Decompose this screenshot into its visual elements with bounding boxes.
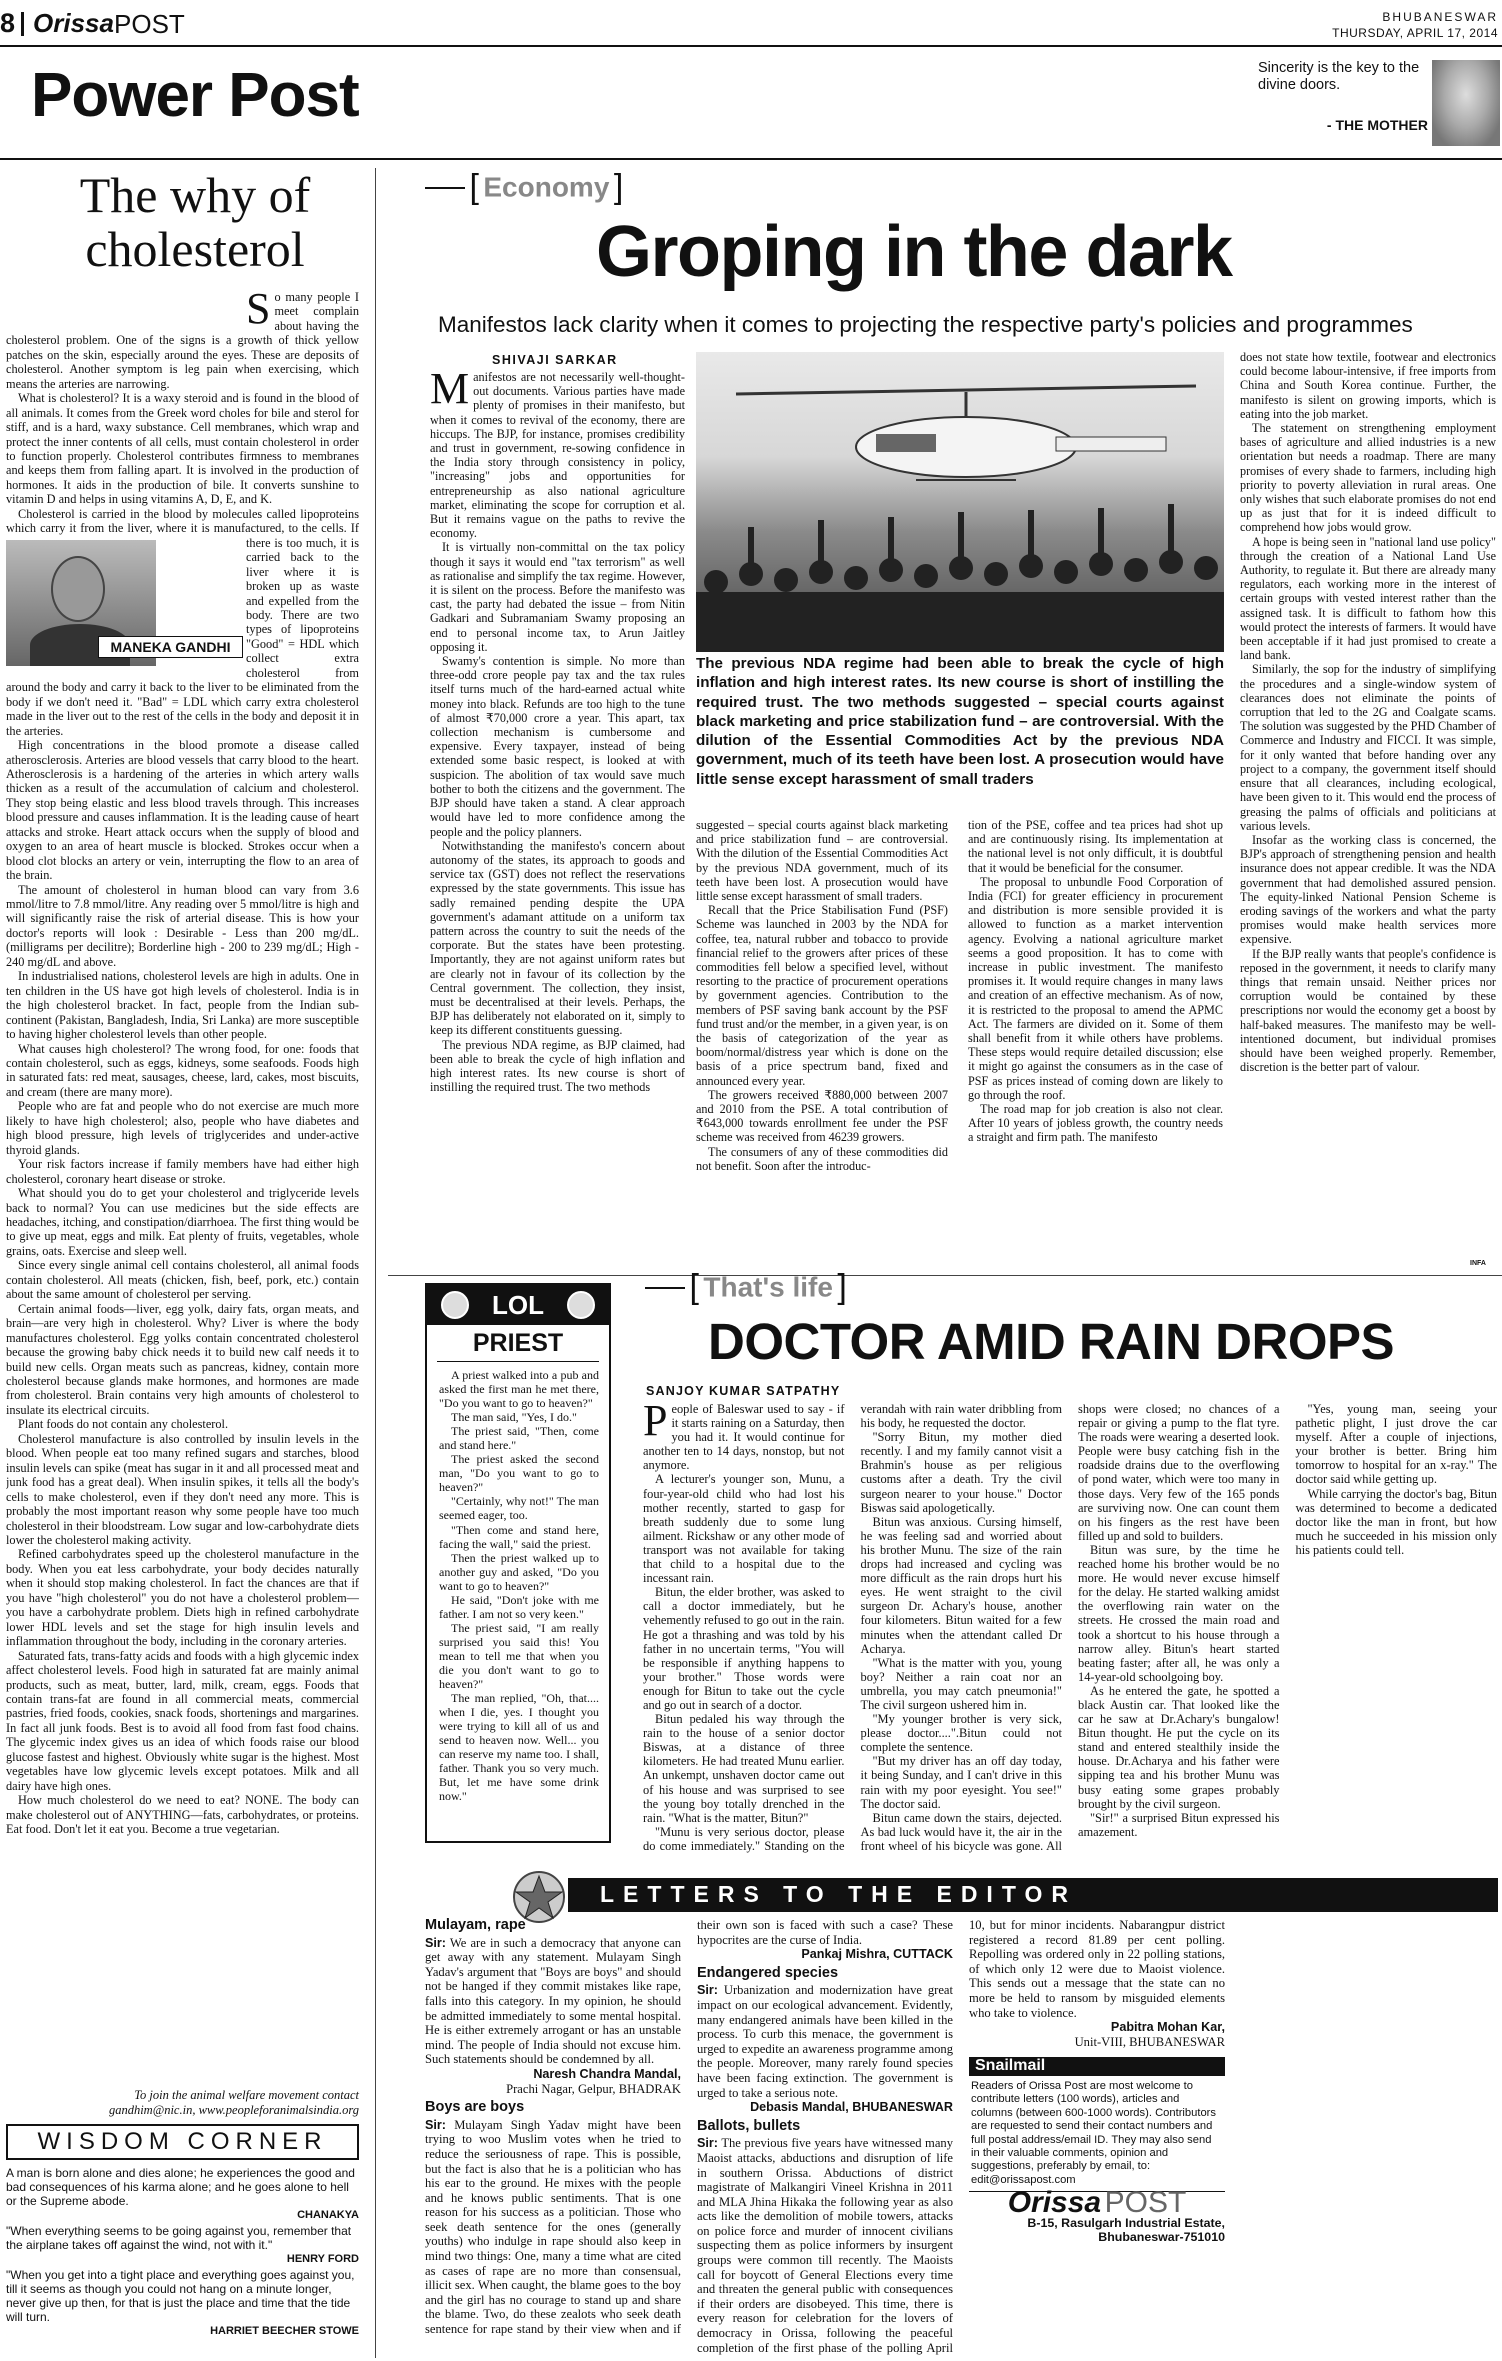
letters-banner-text: LETTERS TO THE EDITOR	[600, 1881, 1077, 1907]
page-header	[0, 8, 1502, 48]
dateline-date: THURSDAY, APRIL 17, 2014	[1332, 26, 1498, 40]
economy-para: Similarly, the sop for the industry of simplifying the procedures and a single-window system of clearances does not eliminate the points of corruption that led to the 2G and Coalgate scams. The solution was suggested by the PHD Chamber of Commerce and Industry and FICCI. It was simple, for it only wanted that before handing over any project to a company, the government itself should ensure that all clearances, including ecological, have been given to it. This would end the process of greasing the palms of officials and politicians at various levels.	[1240, 662, 1496, 833]
letter	[425, 1918, 681, 2096]
lol-para: "Certainly, why not!" The man seemed eager, too.	[439, 1494, 599, 1523]
story-para: As he entered the gate, he spotted a black Austin car. That looked like the car he saw at Dr.Achary's bungalow! Bitun thought. He put the cycle on its stand and entered stealthily inside the house. Dr.Acharya and his father were sipping tea and his brother Munu was busy eating some grapes probably brought by the civil surgeon.	[1078, 1683, 1280, 1811]
story-headline: DOCTOR AMID RAIN DROPS	[708, 1313, 1395, 1370]
economy-para: Manifestos are not necessarily well-thought-out documents. Various parties have made plenty of promises in their manifesto, but when it comes to revival of the economy, there are hiccups. The BJP, for instance, promises credibility and trust in government, re-sowing confidence in the India story through consistency in policy, "increasing" jobs and opportunities for entrepreneurship as also national agriculture market, eliminating the scope for corruption et al. But it remains vague on the paths to revive the economy.	[430, 370, 685, 541]
cholesterol-para: Cholesterol is carried in the blood by molecules called lipoproteins which carry it from the liver, where it is manufactured, to the cells. If there is too much, it is carried back to the liver where it is broken up as waste and expelled from the body. There are two types of lipoproteins "Good" = HDL which collect extra cholesterol from around the body and carry it back to the liver to be eliminated from the body if we don't need it. "Bad" = LDL which carry extra cholesterol made in the liver out to the rest of the cells in the body and deposit it in the arteries.	[6, 506, 359, 738]
economy-para: tion of the PSE, coffee and tea prices had shot up and are continuously rising. Its implementation at the national level is not only difficult, it is doubtful that it would be beneficial for the consumer.	[968, 818, 1223, 875]
letter-signature: Pankaj Mishra, CUTTACK	[801, 1947, 953, 1962]
wisdom-quote-text: A man is born alone and dies alone; he experiences the good and bad consequences of his karma alone; and he goes alone to hell or the Supreme abode.	[6, 2166, 355, 2208]
address-line-2: Bhubaneswar-751010	[1098, 2230, 1225, 2245]
letter-text: Mulayam Singh Yadav might have been trying to woo Muslim votes when he tried to reduce the seriousness of rape. This is possible, but the fact is also that he is a politician who has his ear to the ground. He mixes with the people and he knows public sentiments. That is one reason for his success as a politician. Those who seek death sentence for the ones (generally youths) who indulge in rape should also keep in mind two things: One, many a time what are cited as cases of rape are no more than consensual, illicit sex. When caught, the blame goes to the boy and the girl has no courage to stand up and share the blame. Two, do these zealots who seek death sentence for rape stand by their view when and if their own son is faced with such a case? These hypocrites are the curse of India.	[425, 1918, 953, 2337]
lol-title: PRIEST	[437, 1325, 599, 1362]
kicker-bracket-left: [	[469, 168, 479, 206]
letter-title: Ballots, bullets	[697, 2117, 801, 2134]
orissapost-logo	[969, 2186, 1225, 2220]
lol-para: He said, "Don't joke with me father. I am not so very keen."	[439, 1592, 599, 1621]
cholesterol-para: Since every single animal cell contains cholesterol, all animal foods contain cholesterol. All meats (chicken, fish, beef, pork, etc.) contain about the same amount of cholesterol per serving.	[6, 1258, 359, 1302]
cholesterol-para: Refined carbohydrates speed up the cholesterol manufacture in the body. When you eat less carbohydrate, your body decides naturally when it should stop making cholesterol. In fact the chances are that if you have "high cholesterol" you do not have a cholesterol problem—you have a carbohydrate problem. Diets high in refined carbohydrate lower HDL levels and set the stage for high insulin levels and inflammation throughout the body, including in the coronary arteries.	[6, 1547, 359, 1649]
header-divider	[21, 12, 24, 36]
story-para: Bitun pedaled his way through the rain to the house of a senior doctor Biswas, at a distance of three kilometers. He had treated Munu earlier. An unkempt, unshaven doctor came out of his house and was surprised to see the young boy totally drenched in the rain. "What is the matter, Bitun?"	[643, 1712, 845, 1825]
kicker-bracket-right: ]	[613, 168, 624, 206]
cholesterol-para: Saturated fats, trans-fatty acids and foods with a high glycemic index affect cholesterol levels. Food high in saturated fat are mainly animal products, such as meat, butter, lard, milk, cream, eggs. Foods that contain trans-fat are found in all commercial meats, commercial pastries, fried foods, cookies, snack foods, shortenings and margarines. In fact all junk foods. Best is to avoid all food from fast food chains. The glycemic index gives us an idea of which foods raise our blood glucose fastest and highest. Obviously white sugar is the highest. Most vegetables have low glycemic levels except potatoes. Milk and all dairy have high ones.	[6, 1648, 359, 1793]
footer-line-1: To join the animal welfare movement contact	[134, 2088, 359, 2102]
economy-para: A hope is being seen in "national land use policy" through the creation of a National Land Use Authority, to regulate it. But there are already many regulators, each working more in the interest of certain groups with vested interest rather than the assigned task. It is difficult to fathom how this would protect the interests of farmers. It would have been acceptable if it had just promised to create a land bank.	[1240, 534, 1496, 663]
story-para: "Sir!" a surprised Bitun expressed his amazement.	[1078, 1810, 1280, 1839]
quote-box	[1258, 60, 1428, 133]
cholesterol-title: The why of cholesterol	[79, 167, 311, 277]
kicker-text: Economy	[483, 171, 610, 203]
economy-deck: Manifestos lack clarity when it comes to projecting the respective party's policies and programmes	[438, 312, 1413, 337]
story-para: "Munu is very serious doctor, please do come immediately." Standing on the verandah with rain water dribbling from his body, he requested the doctor.	[643, 1402, 1062, 1853]
mother-portrait	[1432, 60, 1500, 146]
cholesterol-para: How much cholesterol do we need to eat? NONE. The body can make cholesterol out of ANYTHING—fats, carbohydrates, or proteins. Eat food. Don't let it eat you. Become a true vegetarian.	[6, 1793, 359, 1837]
letters-emblem	[512, 1870, 566, 1924]
economy-para: Notwithstanding the manifesto's concern about autonomy of the states, its approach to goods and service tax (GST) does not reflect the reservations expressed by the state governments. This issue has sadly remained pending despite the UPA government's adamant attitude on a uniform tax pattern across the country to suit the needs of the corporate. But the states have been protesting. Importantly, they are not against uniform rates but are clearly not in favour of its collection by the Central government. The collection, they insist, must be decentralised at their levels. Perhaps, the BJP has deliberately not elaborated on it, simply to keep its different constituents guessing.	[430, 838, 685, 1038]
cholesterol-body	[6, 290, 359, 2050]
wisdom-quote-author: HENRY FORD	[286, 2253, 359, 2265]
lol-box	[425, 1283, 611, 1843]
logo-post: POST	[1104, 2186, 1187, 2220]
economy-headline: Groping in the dark	[596, 212, 1232, 292]
paper-name-suffix: POST	[114, 9, 185, 39]
cholesterol-para: Your risk factors increase if family members have had either high cholesterol, coronary heart disease or stroke.	[6, 1157, 359, 1186]
letter-signature: Debasis Mandal, BHUBANESWAR	[750, 2100, 953, 2115]
economy-para: It is virtually non-committal on the tax policy though it says it would end "tax terrorism" as well as rationalise and simplify the tax regime. However, it is silent on the process. Before the manifesto was cast, the party had debated the issue – from Nitin Gadkari and Subramaniam Swamy proposing an end to personal income tax, to Arun Jaitley opposing it.	[430, 540, 685, 654]
economy-para: The road map for job creation is also not clear. After 10 years of jobless growth, the country needs a straight and firm path. The manifesto	[968, 1102, 1223, 1145]
letter-location: Unit-VIII, BHUBANESWAR	[1074, 2034, 1225, 2049]
cholesterol-para: People who are fat and people who do not exercise are much more likely to have high cholesterol; also, people who have diabetes and high blood pressure, high levels of triglycerides and under-active thyroid glands.	[6, 1099, 359, 1157]
story-para: Bitun, the elder brother, was asked to call a doctor immediately, but he vehemently refused to go out in the rain. He got a thrashing and was told by his father in no uncertain terms, "You will be responsible if anything happens to your brother." Those words were enough for Bitun to take out the cycle and go out in search of a doctor.	[643, 1585, 845, 1712]
economy-col-1	[430, 370, 685, 1270]
lol-para: The priest asked the second man, "Do you want to go to heaven?"	[439, 1452, 599, 1495]
economy-col-2	[696, 818, 948, 1270]
cholesterol-para: Cholesterol manufacture is also controlled by insulin levels in the blood. When people eat too many refined sugars and starches, blood insulin levels can spike (meat has sugar in it and all processed meat and junk food has a great deal). When insulin spikes, it tells all the body's cells to make cholesterol, even if they don't need any more. This is probably the most important reason why some people have too much cholesterol in their bloodstream. Low sugar and low-carbohydrate diets lower the cholesterol making activity.	[6, 1431, 359, 1547]
story-para: "But my driver has an off day today, it being Sunday, and I can't drive in this rain with my poor eyesight. You see!" The doctor said.	[860, 1754, 1062, 1811]
wisdom-quote	[6, 2268, 359, 2338]
letter-salutation: Sir:	[697, 2136, 718, 2151]
economy-para: The statement on strengthening employment bases of agriculture and allied industries is a new orientation but needs a roadmap. There are many promises of every shade to farmers, including high priority to poverty alleviation in rural areas. One only wishes that such elaborate promises do not end up as just that for it is indeed difficult to comprehend how jobs would grow.	[1240, 421, 1496, 535]
economy-para: The consumers of any of these commodities did not benefit. Soon after the introduc-	[696, 1144, 948, 1173]
story-para: "Sorry Bitun, my mother died recently. I and my family cannot visit a Brahmin's house as per religious customs after a death. Try the civil surgeon nearer to your house." Doctor Biswas said apologetically.	[860, 1430, 1062, 1515]
dateline-city: BHUBANESWAR	[1382, 10, 1498, 24]
address-line-1: B-15, Rasulgarh Industrial Estate,	[1027, 2215, 1225, 2230]
footer-line-2: gandhim@nic.in, www.peopleforanimalsindia.org	[108, 2103, 359, 2117]
kicker-bracket-right: ]	[837, 1268, 847, 1306]
lol-para: The man replied, "Oh, that.... when I die, yes. I thought you were trying to kill all of us and send to heaven now. Well... you can reserve my name too. I shall, father. Thank you so very much. But, let me have some drink now."	[439, 1691, 599, 1804]
letter-text: Urbanization and modernization have great impact on our ecological advancement. Evidently, many endangered animals have been killed in the process. To curb this menace, the government is urged to expedite an awareness programme among the people. Moreover, many rarely found species have been facing extinction. The government is urged to take a serious note.	[697, 1983, 954, 2100]
section-title: Power Post	[31, 61, 359, 130]
page-number: 8	[0, 8, 16, 38]
wisdom-quote	[6, 2224, 359, 2266]
letter-salutation: Sir:	[425, 2117, 446, 2132]
letter-signature: Naresh Chandra Mandal,	[533, 2066, 681, 2081]
laughing-face-icon	[567, 1291, 595, 1319]
economy-para: The proposal to unbundle Food Corporation of India (FCI) for greater efficiency in procurement and distribution is more sensible provided it is allowed to function as a market intervention agency. Evolving a national agriculture market seems a good proposition. It has to come with increase in public investment. The manifesto promises it. It would require changes in many laws and creation of an effective mechanism. As of now, it is restricted to the proposal to amend the APMC Act. The farmers are divided on it. Some of them shall benefit from it while others have problems. These steps would require detailed discussion; else it might go against the consumers as in the case of PSF as prices instead of coming down are likely to go through the roof.	[968, 874, 1223, 1102]
economy-col-4	[1240, 350, 1496, 1268]
story-para: Bitun came down the stairs, dejected. As bad luck would have it, the air in the front wheel of his bicycle was gone. All shops were closed; no chances of a repair or giving a pump to the flat tyre. The roads were wearing a deserted look. People were busy catching fish in the roadside drains due to the overflowing of pond water, which were too many in those days. Very few of the 165 ponds are surviving now. One can count them on his fingers as the rest have been filled up and sold to builders.	[860, 1402, 1280, 1853]
economy-bottom-rule	[388, 1275, 1502, 1276]
header-rule	[0, 45, 1502, 47]
story-para: "Yes, young man, seeing your pathetic plight, I just drove the car myself. After a couple of injections, your brother is better. Bring him tomorrow to hospital for an x-ray." The doctor said while getting up.	[1295, 1402, 1497, 1487]
lol-para: "Then come and stand here, facing the wall," said the priest.	[439, 1522, 599, 1551]
economy-photo	[696, 352, 1224, 652]
economy-para: The growers received ₹880,000 between 2007 and 2010 from the PSE. A total contribution of ₹643,000 towards enrollment fee under the PSF scheme was received from 46239 growers.	[696, 1087, 948, 1145]
story-para: "What is the matter with you, young boy? Neither a rain coat nor an umbrella, you may catch pneumonia!" The civil surgeon ushered him in.	[860, 1655, 1062, 1712]
letter-salutation: Sir:	[697, 1983, 718, 1998]
economy-para: If the BJP really wants that people's confidence is reposed in the government, it needs to clarify many things that remain unsaid. Neither prices nor corruption would be contained by these prescriptions nor would the economy get a boost by half-baked measures. The manifesto may be well-intentioned document, but individual promises should have been weighed properly. Remember, discretion is the better part of valour.	[1240, 946, 1496, 1075]
lol-badge	[427, 1285, 609, 1325]
cholesterol-footer	[6, 2088, 359, 2118]
wisdom-quote-text: "When you get into a tight place and everything goes against you, till it seems as though you could not hang on a minute longer, never give up then, for that is just the place and time that the tide will turn.	[6, 2268, 355, 2324]
masthead-bottom-rule	[0, 158, 1502, 160]
lol-para: A priest walked into a pub and asked the first man he met there, "Do you want to go to heaven?"	[439, 1368, 599, 1411]
wisdom-quote-author: HARRIET BEECHER STOWE	[210, 2325, 359, 2337]
story-body	[643, 1396, 1497, 1858]
helicopter-illustration	[696, 352, 1224, 652]
economy-para: The previous NDA regime, as BJP claimed, had been able to break the cycle of high inflation and high interest rates. Its new course is short of instilling the required trust. The two methods	[430, 1037, 685, 1095]
letter-text: We are in such a democracy that anyone can get away with any statement. Mulayam Singh Yadav's argument that "Boys are boys" and should not be hanged if they commit mistakes like rape, falls into this category. In my opinion, he should be admitted immediately to some mental hospital. He is either extremely arrogant or has an unstable mind. The people of India should not excuse him. Such statements should be condemned by all.	[425, 1935, 682, 2067]
economy-para: suggested – special courts against black marketing and price stabilization fund – are controversial. With the dilution of the Essential Commodities Act by the previous NDA government, much of its teeth have been lost. A prosecution would have little sense except harassment of small traders.	[696, 818, 948, 904]
cholesterol-para: The amount of cholesterol in human blood can vary from 3.6 mmol/litre to 7.8 mmol/litre. Any reading over 5 mmol/litre is high and will significantly raise the risk of arterial disease. This is how your doctor's reports will look : Desirable - Less than 200 mg/dL.(milligrams per decilitre); Borderline high - 200 to 239 mg/dL; High - 240 mg/dL and above.	[6, 882, 359, 969]
story-para: People of Baleswar used to say - if it starts raining on a Saturday, then you had it. It would continue for another ten to 14 days, nonstop, but not anymore.	[643, 1396, 845, 1473]
cholesterol-para: In industrialised nations, cholesterol levels are high in adults. One in ten children in the US have got high levels of cholesterol. India is in the high cholesterol bracket. In fact, people from the Indian sub-continent (Pakistan, Bangladesh, India, Sri Lanka) are more susceptible to having higher cholesterol levels than other people.	[6, 969, 359, 1042]
letter-text: The previous five years have witnessed many Maoist attacks, abductions and disruption of life in southern Orissa. Abductions of district magistrate of Malkangiri Vineel Krishna in 2011 and MLA Jhina Hikaka the following year as also acts like the demolition of mobile towers, attacks on police force and murder of innocent civilians suspecting them as police informers by insurgent groups were common till recently. The Maoists call for boycott of General Elections every time and threaten the general public with consequences if their orders are disobeyed. This time, there is every reason for celebration for the lovers of democracy in Orissa, following the peaceful completion of the first phase of the polling April 10, but for minor incidents. Nabarangpur district registered a record 81.89 per cent polling. Repolling was ordered only in 22 polling stations, of which only 12 were due to Maoist violence. This sends out a message that the state can no more be held to ransom by misguided elements who take to violence.	[697, 1918, 1225, 2355]
economy-byline: SHIVAJI SARKAR	[492, 353, 618, 367]
snailmail-title: Snailmail	[969, 2057, 1225, 2076]
letter-title: Endangered species	[697, 1964, 839, 1981]
story-para: A lecturer's younger son, Munu, a four-year-old child who had lost his mother recently, started to gasp for breath suddenly due to some lung ailment. Rickshaw or any other mode of transport was not available for taking that child to a hospital due to the incessant rain.	[643, 1472, 845, 1586]
kicker-rule	[645, 1287, 685, 1289]
kicker-bracket-left: [	[689, 1268, 699, 1306]
wisdom-corner	[6, 2124, 359, 2338]
cholesterol-para: High concentrations in the blood promote a disease called atherosclerosis. Arteries are blood vessels that carry blood to the heart. Atherosclerosis is a hardening of the arteries in which artery walls thicken as a result of the accumulation of calcium and cholesterol. They stop being elastic and less blood travels through. This increases blood pressure and causes inflammation. It is the leading cause of heart attacks and stroke. Heart attack occurs when the supply of blood and oxygen to an area of heart muscle is blocked. Strokes occur when a blood clot blocks an artery or vein, interrupting the flow to an area of the brain.	[6, 738, 359, 883]
letter-body	[697, 1983, 953, 2100]
story-kicker	[645, 1268, 847, 1308]
story-para: "My younger brother is very sick, please doctor....".Bitun could not complete the sentence.	[860, 1712, 1062, 1755]
quote-author: - THE MOTHER	[1326, 117, 1428, 133]
snailmail-box	[969, 2057, 1225, 2245]
cholesterol-para: What causes high cholesterol? The wrong food, for one: foods that contain cholesterol, such as eggs, kidneys, some seafoods. Foods high in saturated fats: red meat, sausages, cheese, lard, cakes, most biscuits, and cream (there are many more).	[6, 1041, 359, 1099]
snailmail-text: Readers of Orissa Post are most welcome to contribute letters (100 words), articles and columns (between 600-1000 words). Contributors are requested to send their contact numbers and full postal address/email ID. They may also send in their valuable comments, opinion and suggestions, preferably by email, to: edit@orissapost.com	[971, 2079, 1217, 2186]
wisdom-heading: WISDOM CORNER	[6, 2124, 359, 2160]
letters-body	[425, 1918, 1497, 2358]
lol-para: The man said, "Yes, I do."	[451, 1410, 577, 1425]
economy-para: Swamy's contention is simple. No more than three-odd crore people pay tax and the tax rules itself turns much of the hard-earned actual white money into black. Refunds are too high to the tune of almost ₹70,000 crore a year. This apart, tax collection mechanism is cumbersome and expensive. Every taxpayer, instead of being extended some basic respect, is looked at with suspicion. The abolition of tax would save much bother to both the citizens and the government. The BJP should have taken a stand. A clear approach would have led to more confidence among the people and the policy planners.	[430, 654, 685, 839]
letter-salutation: Sir:	[425, 1935, 446, 1950]
quote-text: Sincerity is the key to the divine doors.	[1258, 60, 1420, 93]
lol-para: The priest said, "Then, come and stand here."	[439, 1424, 599, 1453]
laughing-face-icon	[441, 1291, 469, 1319]
cholesterol-para: Plant foods do not contain any cholesterol.	[18, 1417, 229, 1432]
economy-para: does not state how textile, footwear and electronics could become labour-intensive, if free imports from China and South Korea continue. Further, the manifesto is silent on growing imports, which is eating into the job market.	[1240, 350, 1496, 421]
lol-body	[427, 1362, 609, 1832]
economy-col-3	[968, 818, 1223, 1270]
story-byline: SANJOY KUMAR SATPATHY	[646, 1384, 841, 1398]
left-column-divider	[375, 168, 376, 2358]
logo-orissa: Orissa	[1007, 2186, 1102, 2220]
author-name-tag: MANEKA GANDHI	[98, 636, 243, 658]
letter-signature: Pabitra Mohan Kar,	[1110, 2020, 1225, 2035]
kicker-text: That's life	[703, 1271, 833, 1303]
lol-para: Then the priest walked up to another guy and asked, "Do you want to go to heaven?"	[439, 1550, 599, 1593]
wisdom-quote-author: CHANAKYA	[297, 2209, 359, 2221]
letter-title: Boys are boys	[425, 2099, 525, 2116]
wisdom-quote-text: "When everything seems to be going against you, remember that the airplane takes off against the wind, not with it."	[6, 2224, 352, 2252]
cholesterol-para: So many people I meet complain about having the cholesterol problem. One of the signs is a growth of thick yellow patches on the skin, especially around the eyes. These are deposits of cholesterol. Another symptom is leg pain when exercising, which means the arteries are narrowing.	[6, 290, 359, 391]
photo-caption: The previous NDA regime had been able to break the cycle of high inflation and high interest rates. Its new course is short of instilling the required trust. The two methods suggested – special courts against black marketing and price stabilization fund – are controversial. With the dilution of the Essential Commodities Act by the previous NDA government, much of its teeth have been lost. A prosecution would have little sense except harassment of small traders	[696, 655, 1224, 788]
cholesterol-para: What should you do to get your cholesterol and triglyceride levels back to normal? You can use medicines but the side effects are headaches, itching, and constipation/diarrhoea. The first thing would be to give up meat, eggs and milk. Eat plenty of fruits, vegetables, whole grains, oats. Exercise and sleep well.	[6, 1186, 359, 1258]
economy-credit: INFA	[1470, 1260, 1486, 1267]
economy-para: Recall that the Price Stabilisation Fund (PSF) Scheme was launched in 2003 by the NDA for coffee, tea, natural rubber and tobacco to provide financial relief to the growers after prices of these commodities fell below a specified level, without resorting to the practice of procurement operations by government agencies. Contribution to the members of PSF saving bank account by the PSF fund trust and/or the member, in a given year, is on the basis of categorization of the year as boom/normal/distress year which is done on the basis of a price spectrum band, fixed and announced every year.	[696, 903, 948, 1088]
lol-para: The priest said, "I am really surprised you said this! You mean to tell me that when you die you don't want to go to heaven?"	[439, 1620, 599, 1692]
kicker-rule	[425, 187, 465, 189]
letter-location: Prachi Nagar, Gelpur, BHADRAK	[506, 2081, 681, 2096]
cholesterol-para: What is cholesterol? It is a waxy steroid and is found in the blood of all animals. It comes from the Greek word choles for bile and sterol for stiff, and is a hard, waxy substance. Cell membranes, which wrap and protect the inner contents of all cells, must contain cholesterol in order to function properly. Cholesterol contributes firmness to membranes and keeps them from falling apart. It is involved in the production of hormones. It aids in the production of bile. It converts sunshine to vitamin D and helps in using vitamins A, D, E, and K.	[6, 391, 359, 507]
cholesterol-para: Certain animal foods—liver, egg yolk, dairy fats, organ meats, and brain—are very high in cholesterol. Why? Liver is where the body manufactures cholesterol. Egg yolks contain concentrated cholesterol because the growing baby chick needs it to build new calf needs it to build new cells. Organ meats such as pancreas, kidney, contain more cholesterol because glands make hormones, and hormones are made from cholesterol. Brain contains very high amounts of cholesterol to insulate its electrical circuits.	[6, 1301, 359, 1417]
letter-body	[425, 1936, 681, 2067]
letter	[697, 1966, 953, 2115]
story-para: While carrying the doctor's bag, Bitun was determined to become a dedicated doctor like the man in front, but how much he succeeded in his mission only his patients could tell.	[1295, 1486, 1497, 1557]
paper-name: Orissa	[33, 8, 114, 38]
story-para: Bitun was anxious. Cursing himself, he was feeling sad and worried about his brother Munu. The size of the rain drops had increased and cycling was more difficult as the rain drops hurt his eyes. He went straight to the civil surgeon Dr. Achary's house, another four kilometers. Bitun waited for a few minutes when the attendant called Dr Acharya.	[860, 1514, 1062, 1656]
envelope-star-icon	[512, 1870, 566, 1924]
economy-kicker	[425, 168, 623, 208]
story-para: Bitun was sure, by the time he reached home his brother would be no more. He would never excuse himself for the delay. He started walking amidst the overflowing rain water on the streets. He crossed the main road and took a shortcut to his house through a narrow alley. Bitun's heart started beating faster; after all, he was only a 14-year-old schoolgoing boy.	[1078, 1542, 1280, 1684]
letter-title: Mulayam, rape	[425, 1917, 526, 1933]
wisdom-quote	[6, 2166, 359, 2222]
lol-badge-text: LOL	[492, 1290, 544, 1320]
economy-para: Insofar as the working class is concerned, the BJP's approach of strengthening pension and health insurance does not appear credible. It was the NDA government that had demolished assured pension. The equity-linked National Pension Scheme is eroding savings of the workers and what the party promises would make health services more expensive.	[1240, 832, 1496, 947]
letters-banner	[568, 1878, 1498, 1912]
